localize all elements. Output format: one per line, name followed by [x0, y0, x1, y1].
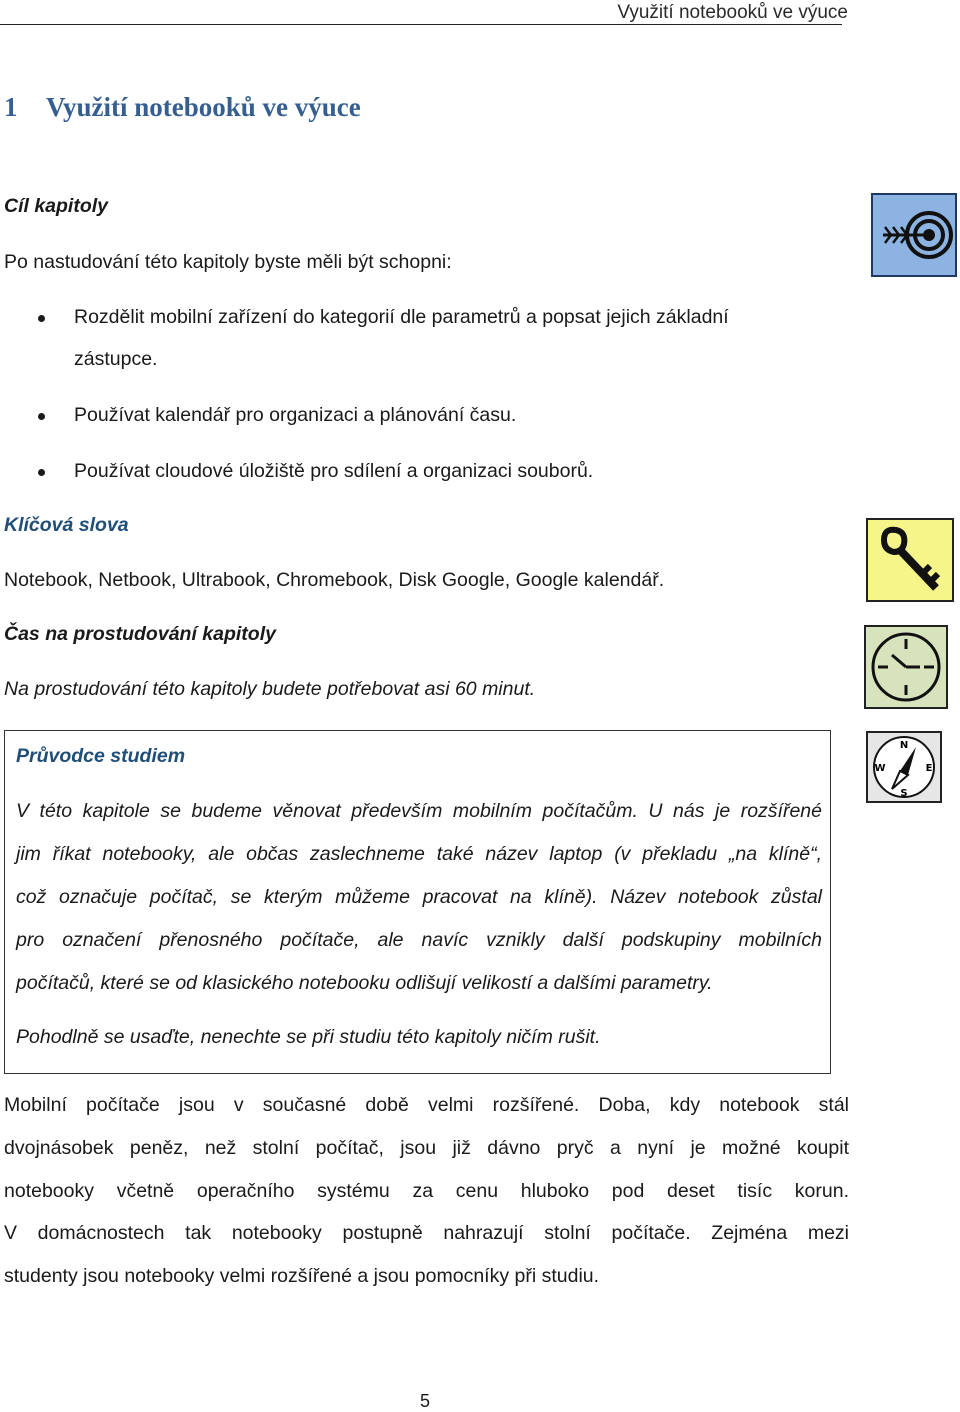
body-line-5: studenty jsou notebooky velmi rozšířené a jsou pomocníky při studiu.: [4, 1265, 600, 1287]
chapter-title-text: Využití notebooků ve výuce: [46, 92, 361, 122]
key-icon: [866, 518, 954, 602]
goal-intro: Po nastudování této kapitoly byste měli být schopni:: [4, 251, 452, 273]
chapter-number: 1: [4, 92, 18, 122]
guide-line-2: jim říkat notebooky, ale občas zaslechneme také název laptop (v překladu „na klíně“,: [16, 843, 822, 865]
time-text: Na prostudování této kapitoly budete potřebovat asi 60 minut.: [4, 678, 536, 700]
bullet-dot: [38, 315, 45, 322]
body-line-1: Mobilní počítače jsou v současné době velmi rozšířené. Doba, kdy notebook stál: [4, 1094, 849, 1116]
guide-line-3: což označuje počítač, se kterým můžeme pracovat na klíně). Název notebook zůstal: [16, 886, 822, 908]
target-arrow-icon: [871, 193, 957, 277]
page-number: 5: [420, 1391, 431, 1411]
goal-bullet-1-line2: zástupce.: [74, 348, 158, 370]
keywords-heading: Klíčová slova: [4, 514, 129, 536]
bullet-dot: [38, 469, 45, 476]
compass-west: W: [874, 763, 886, 774]
guide-line-5: počítačů, které se od klasického notebooku odlišují velikostí a dalšími parametry.: [16, 972, 713, 994]
guide-heading: Průvodce studiem: [16, 745, 186, 767]
goal-bullet-3: Používat cloudové úložiště pro sdílení a organizaci souborů.: [74, 460, 594, 482]
running-header: Využití notebooků ve výuce: [617, 2, 848, 23]
compass-north: N: [899, 740, 909, 751]
goal-heading: Cíl kapitoly: [4, 195, 109, 217]
header-rule: [0, 24, 842, 25]
guide-line-4: pro označení přenosného počítače, ale navíc vznikly další podskupiny mobilních: [16, 929, 822, 951]
chapter-title: [4, 92, 361, 123]
guide-closing: Pohodlně se usaďte, nenechte se při studiu této kapitoly ničím rušit.: [16, 1026, 601, 1048]
goal-bullet-2: Používat kalendář pro organizaci a plánování času.: [74, 404, 517, 426]
goal-bullet-1-line1: Rozdělit mobilní zařízení do kategorií dle parametrů a popsat jejich základní: [74, 306, 729, 328]
keywords-text: Notebook, Netbook, Ultrabook, Chromebook, Disk Google, Google kalendář.: [4, 569, 665, 591]
guide-line-1: V této kapitole se budeme věnovat především mobilním počítačům. U nás je rozšířené: [16, 800, 822, 822]
bullet-dot: [38, 413, 45, 420]
body-line-2: dvojnásobek peněz, než stolní počítač, jsou již dávno pryč a nyní je možné koupit: [4, 1137, 849, 1159]
time-heading: Čas na prostudování kapitoly: [4, 623, 276, 645]
body-line-4: V domácnostech tak notebooky postupně nahrazují stolní počítače. Zejména mezi: [4, 1222, 849, 1244]
compass-icon: [866, 731, 942, 803]
body-line-3: notebooky včetně operačního systému za cenu hluboko pod deset tisíc korun.: [4, 1180, 849, 1202]
compass-east: E: [925, 763, 933, 774]
study-guide-box: [4, 730, 831, 1074]
clock-icon: [864, 625, 948, 709]
compass-south: S: [900, 788, 908, 799]
